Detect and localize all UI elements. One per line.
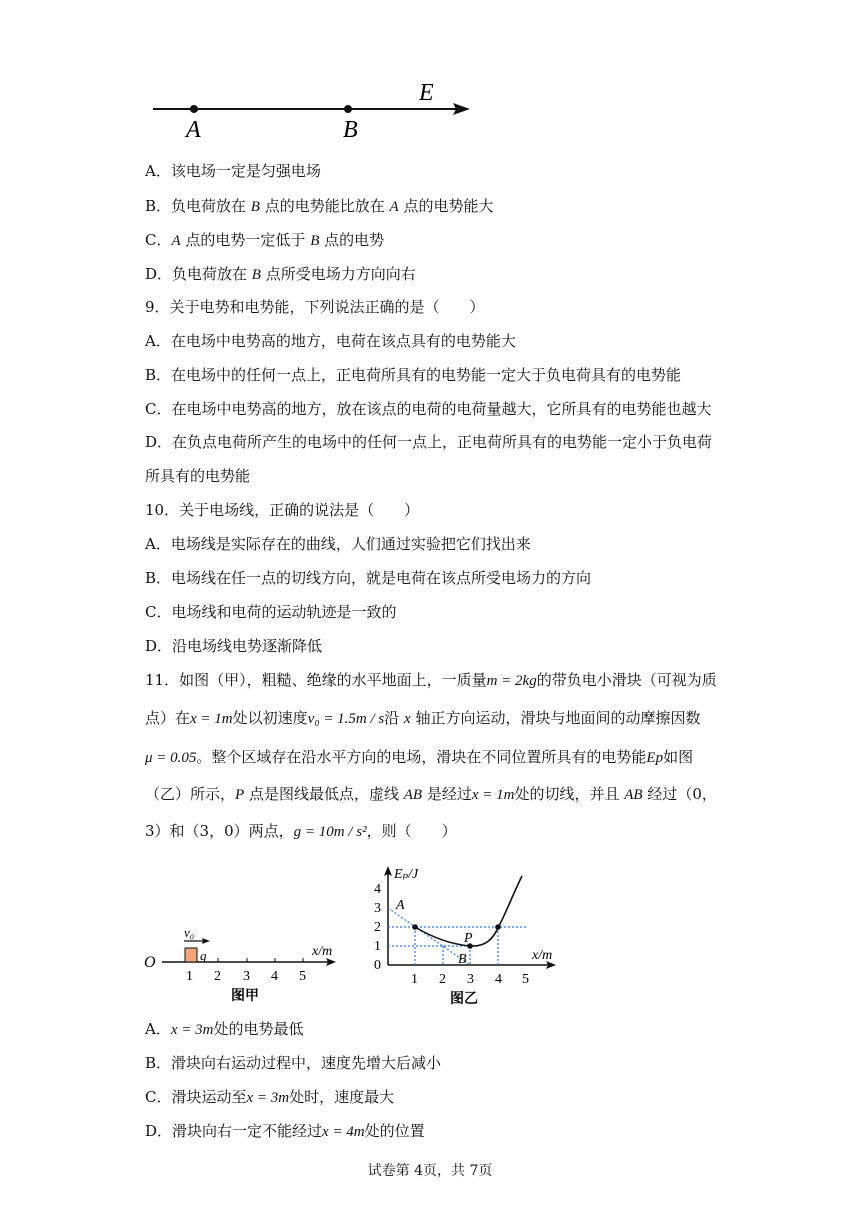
xtick-3: 3 xyxy=(243,969,250,984)
x-axis-label: x/m xyxy=(312,944,333,959)
q9-option-a: A．在电场中电势高的地方，电荷在该点具有的电势能大 xyxy=(145,332,516,350)
page-footer: 试卷第 4页，共 7页 xyxy=(367,1163,493,1179)
q10-option-b: B．电场线在任一点的切线方向，就是电荷在该点所受电场力的方向 xyxy=(145,569,592,587)
label-b: B xyxy=(458,952,467,967)
xtick-1: 1 xyxy=(186,969,193,984)
field-e-label: E xyxy=(419,80,434,106)
figure-jia xyxy=(140,920,350,1005)
velocity-label: v₀ xyxy=(184,925,195,940)
point-a-label: A xyxy=(186,117,201,143)
q11-stem-line1: 11．如图（甲），粗糙、绝缘的水平地面上，一质量m = 2kg的带负电小滑块（可视为质 xyxy=(145,671,717,689)
point-b-label: B xyxy=(343,117,358,143)
q9-option-b: B．在电场中的任何一点上，正电荷所具有的电势能一定大于负电荷具有的电势能 xyxy=(145,366,682,384)
q8-option-b: B．负电荷放在 B 点的电势能比放在 A 点的电势能大 xyxy=(145,197,494,215)
ytick-3: 3 xyxy=(374,901,381,916)
slider-block xyxy=(185,948,197,962)
x-axis-label: x/m xyxy=(532,948,553,963)
xtick-1: 1 xyxy=(411,972,418,987)
figure-yi xyxy=(360,858,570,1008)
xtick-4: 4 xyxy=(495,972,502,987)
q11-stem-line3: μ = 0.05。整个区域存在沿水平方向的电场，滑块在不同位置所具有的电势能Ep如图 xyxy=(145,748,694,766)
q8-option-c: C．A 点的电势一定低于 B 点的电势 xyxy=(145,231,385,249)
q8-option-a: A．该电场一定是匀强电场 xyxy=(145,162,321,180)
xtick-4: 4 xyxy=(271,969,278,984)
xtick-5: 5 xyxy=(299,969,306,984)
q10-option-d: D．沿电场线电势逐渐降低 xyxy=(145,637,323,655)
q10-option-c: C．电场线和电荷的运动轨迹是一致的 xyxy=(145,603,397,621)
q8-option-d: D．负电荷放在 B 点所受电场力方向向右 xyxy=(145,265,416,283)
q11-stem-line4: （乙）所示，P 点是图线最低点，虚线 AB 是经过x = 1m处的切线，并且 AB 经过（0， xyxy=(145,785,717,803)
q9-stem: 9．关于电势和电势能，下列说法正确的是（ ） xyxy=(145,298,485,316)
label-a: A xyxy=(396,898,405,913)
field-line-figure xyxy=(145,70,485,150)
ytick-0: 0 xyxy=(374,958,381,973)
q11-stem-line5: 3）和（3，0）两点，g = 10m / s²，则（ ） xyxy=(145,822,457,840)
q11-option-b: B．滑块向右运动过程中，速度先增大后减小 xyxy=(145,1054,442,1072)
ytick-4: 4 xyxy=(374,882,381,897)
q9-option-c: C．在电场中电势高的地方，放在该点的电荷的电荷量越大，它所具有的电势能也越大 xyxy=(145,400,712,418)
q11-stem-line2: 点）在x = 1m处以初速度v₀ = 1.5m / s沿 x 轴正方向运动，滑块与地面间的动摩擦因数 xyxy=(145,709,701,727)
q11-option-a: A．x = 3m处的电势最低 xyxy=(145,1020,304,1038)
q11-option-c: C．滑块运动至x = 3m处时，速度最大 xyxy=(145,1088,395,1106)
xtick-2: 2 xyxy=(214,969,221,984)
q9-option-d: D．在负点电荷所产生的电场中的任何一点上，正电荷所具有的电势能一定小于负电荷 xyxy=(145,433,713,451)
q10-stem: 10．关于电场线，正确的说法是（ ） xyxy=(145,501,420,519)
xtick-5: 5 xyxy=(522,972,529,987)
q11-option-d: D．滑块向右一定不能经过x = 4m处的位置 xyxy=(145,1122,425,1140)
ytick-1: 1 xyxy=(374,939,381,954)
charge-label: q xyxy=(200,948,207,963)
q10-option-a: A．电场线是实际存在的曲线，人们通过实验把它们找出来 xyxy=(145,535,531,553)
xtick-3: 3 xyxy=(467,972,474,987)
ytick-2: 2 xyxy=(374,920,381,935)
point-b xyxy=(344,105,352,113)
origin-label: O xyxy=(144,954,156,971)
point-a xyxy=(190,105,198,113)
label-p: P xyxy=(464,931,473,946)
figure-jia-caption: 图甲 xyxy=(231,989,259,1004)
q9-option-d-cont: 所具有的电势能 xyxy=(145,467,251,485)
xtick-2: 2 xyxy=(439,972,446,987)
figure-yi-caption: 图乙 xyxy=(450,992,478,1007)
y-axis-label: Eₚ/J xyxy=(394,867,419,882)
